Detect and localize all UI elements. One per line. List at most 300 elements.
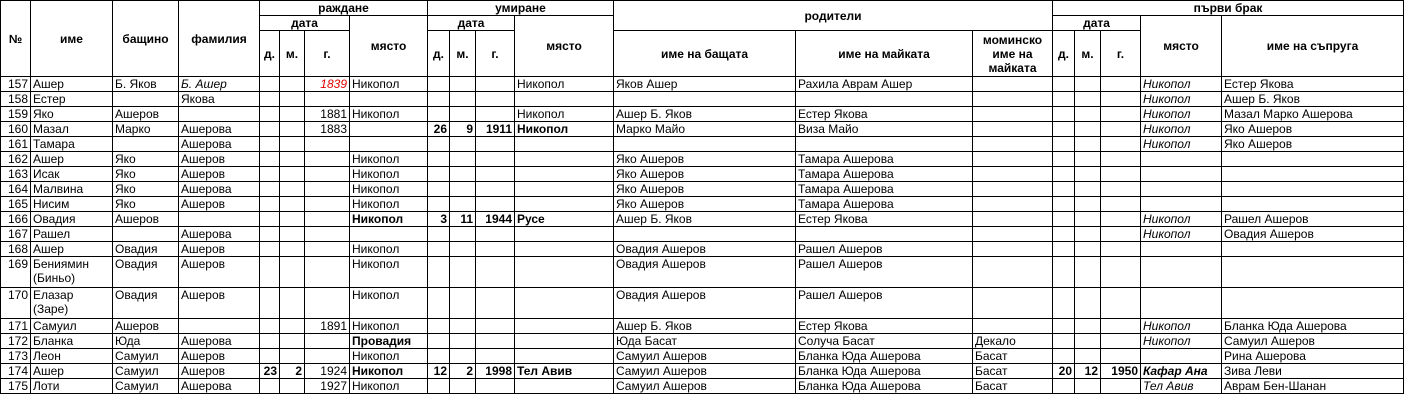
cell-death-year (476, 197, 515, 212)
cell-death-day (428, 379, 450, 394)
cell-father: Ашер Б. Яков (614, 319, 796, 334)
cell-mother: Виза Майо (796, 122, 973, 137)
cell-mother-maiden (973, 92, 1053, 107)
cell-death-year (476, 319, 515, 334)
cell-surname: Ашеров (179, 167, 260, 182)
cell-father: Яко Ашеров (614, 152, 796, 167)
cell-marriage-month (1075, 319, 1101, 334)
cell-spouse (1222, 167, 1404, 182)
cell-marriage-day (1053, 122, 1075, 137)
cell-birth-year (305, 349, 350, 364)
cell-mother-maiden: Басат (973, 364, 1053, 379)
cell-death-place: Никопол (515, 107, 614, 122)
cell-death-month (450, 257, 476, 288)
cell-mother: Тамара Ашерова (796, 182, 973, 197)
table-row (1, 107, 1404, 122)
cell-father: Яко Ашеров (614, 197, 796, 212)
cell-father: Самуил Ашеров (614, 349, 796, 364)
header-death-place: място (515, 16, 614, 77)
cell-death-place (515, 319, 614, 334)
cell-marriage-year (1101, 167, 1141, 182)
cell-no: 173 (1, 349, 31, 364)
cell-marriage-year (1101, 319, 1141, 334)
header-birth: раждане (260, 1, 428, 16)
cell-patronymic: Яко (113, 197, 179, 212)
cell-patronymic: Марко (113, 122, 179, 137)
cell-marriage-month (1075, 182, 1101, 197)
table-row (1, 77, 1404, 92)
cell-marriage-year (1101, 92, 1141, 107)
cell-marriage-place (1141, 167, 1222, 182)
cell-mother: Рахила Аврам Ашер (796, 77, 973, 92)
cell-marriage-day (1053, 137, 1075, 152)
cell-patronymic: Яко (113, 167, 179, 182)
cell-birth-day (260, 242, 280, 257)
cell-mother: Бланка Юда Ашерова (796, 349, 973, 364)
cell-death-day (428, 107, 450, 122)
cell-no: 160 (1, 122, 31, 137)
cell-marriage-year (1101, 257, 1141, 288)
cell-surname: Ашерова (179, 122, 260, 137)
cell-patronymic (113, 137, 179, 152)
cell-marriage-place (1141, 349, 1222, 364)
cell-name: Лоти (31, 379, 113, 394)
cell-marriage-day (1053, 319, 1075, 334)
cell-marriage-place: Кафар Ана (1141, 364, 1222, 379)
cell-no: 161 (1, 137, 31, 152)
cell-birth-month (280, 92, 305, 107)
cell-marriage-month (1075, 167, 1101, 182)
cell-marriage-day (1053, 257, 1075, 288)
cell-death-year (476, 137, 515, 152)
cell-birth-month (280, 122, 305, 137)
cell-patronymic: Овадия (113, 288, 179, 319)
cell-marriage-year: 1950 (1101, 364, 1141, 379)
cell-patronymic (113, 227, 179, 242)
cell-marriage-year (1101, 77, 1141, 92)
cell-surname: Ашеров (179, 197, 260, 212)
cell-birth-year (305, 242, 350, 257)
cell-birth-place: Никопол (350, 212, 428, 227)
cell-no: 167 (1, 227, 31, 242)
cell-marriage-day (1053, 212, 1075, 227)
header-patronymic: бащино (113, 1, 179, 77)
cell-name: Тамара (31, 137, 113, 152)
cell-marriage-place: Никопол (1141, 107, 1222, 122)
cell-birth-year: 1839 (305, 77, 350, 92)
cell-death-year: 1944 (476, 212, 515, 227)
cell-birth-day (260, 227, 280, 242)
cell-name: Ашер (31, 242, 113, 257)
cell-marriage-month (1075, 288, 1101, 319)
cell-surname: Ашерова (179, 334, 260, 349)
cell-birth-year: 1891 (305, 319, 350, 334)
cell-death-day (428, 242, 450, 257)
cell-death-day (428, 152, 450, 167)
cell-name: Рашел (31, 227, 113, 242)
cell-birth-day (260, 167, 280, 182)
cell-surname: Ашеров (179, 152, 260, 167)
cell-mother-maiden (973, 182, 1053, 197)
cell-mother: Рашел Ашеров (796, 288, 973, 319)
cell-birth-month (280, 152, 305, 167)
cell-death-place (515, 288, 614, 319)
cell-spouse: Бланка Юда Ашерова (1222, 319, 1404, 334)
cell-birth-day (260, 212, 280, 227)
cell-no: 165 (1, 197, 31, 212)
cell-patronymic: Яко (113, 182, 179, 197)
cell-mother-maiden: Басат (973, 379, 1053, 394)
cell-birth-year: 1924 (305, 364, 350, 379)
cell-birth-place (350, 137, 428, 152)
cell-birth-month (280, 349, 305, 364)
cell-mother: Тамара Ашерова (796, 197, 973, 212)
cell-patronymic: Самуил (113, 364, 179, 379)
cell-death-day: 3 (428, 212, 450, 227)
cell-marriage-place (1141, 182, 1222, 197)
cell-birth-day (260, 107, 280, 122)
table-row (1, 212, 1404, 227)
header-mother-maiden: моминско име на майката (973, 31, 1053, 77)
cell-marriage-month (1075, 242, 1101, 257)
header-marriage-year: г. (1101, 31, 1141, 77)
cell-mother (796, 92, 973, 107)
cell-marriage-year (1101, 379, 1141, 394)
cell-marriage-place (1141, 288, 1222, 319)
cell-surname: Ашеров (179, 349, 260, 364)
cell-death-month (450, 334, 476, 349)
cell-birth-day (260, 379, 280, 394)
cell-death-day (428, 182, 450, 197)
cell-birth-year (305, 334, 350, 349)
cell-death-year (476, 334, 515, 349)
header-name: име (31, 1, 113, 77)
cell-marriage-day (1053, 107, 1075, 122)
cell-surname: Ашеров (179, 364, 260, 379)
cell-mother: Тамара Ашерова (796, 152, 973, 167)
cell-birth-month (280, 257, 305, 288)
cell-marriage-day: 20 (1053, 364, 1075, 379)
cell-name: Малвина (31, 182, 113, 197)
cell-surname: Ашерова (179, 227, 260, 242)
cell-spouse (1222, 288, 1404, 319)
cell-marriage-year (1101, 242, 1141, 257)
cell-birth-day (260, 288, 280, 319)
cell-death-month (450, 77, 476, 92)
cell-no: 169 (1, 257, 31, 288)
cell-marriage-place: Никопол (1141, 319, 1222, 334)
cell-birth-day (260, 77, 280, 92)
cell-birth-year (305, 212, 350, 227)
cell-birth-place (350, 122, 428, 137)
cell-mother: Бланка Юда Ашерова (796, 364, 973, 379)
cell-father: Овадия Ашеров (614, 257, 796, 288)
cell-death-year: 1911 (476, 122, 515, 137)
table-row (1, 288, 1404, 319)
cell-death-month (450, 152, 476, 167)
cell-death-year (476, 77, 515, 92)
cell-birth-month (280, 77, 305, 92)
cell-marriage-year (1101, 212, 1141, 227)
cell-mother: Рашел Ашеров (796, 242, 973, 257)
header-marriage-month: м. (1075, 31, 1101, 77)
cell-marriage-year (1101, 182, 1141, 197)
cell-no: 168 (1, 242, 31, 257)
cell-spouse (1222, 152, 1404, 167)
header-mother-name: име на майката (796, 31, 973, 77)
cell-birth-day (260, 257, 280, 288)
header-parents: родители (614, 1, 1053, 31)
cell-spouse: Ашер Б. Яков (1222, 92, 1404, 107)
cell-patronymic: Юда (113, 334, 179, 349)
cell-birth-place: Никопол (350, 167, 428, 182)
cell-mother-maiden (973, 197, 1053, 212)
cell-birth-month: 2 (280, 364, 305, 379)
cell-birth-month (280, 167, 305, 182)
cell-marriage-day (1053, 152, 1075, 167)
table-row (1, 364, 1404, 379)
cell-name: Естер (31, 92, 113, 107)
cell-name: Ашер (31, 77, 113, 92)
cell-death-month (450, 92, 476, 107)
cell-patronymic: Ашеров (113, 212, 179, 227)
cell-patronymic: Самуил (113, 349, 179, 364)
cell-marriage-month (1075, 349, 1101, 364)
cell-marriage-place: Никопол (1141, 227, 1222, 242)
cell-birth-day (260, 182, 280, 197)
header-birth-place: място (350, 16, 428, 77)
table-row (1, 349, 1404, 364)
cell-spouse: Яко Ашеров (1222, 122, 1404, 137)
cell-death-month (450, 167, 476, 182)
cell-death-day (428, 257, 450, 288)
table-row (1, 182, 1404, 197)
cell-spouse: Рина Ашерова (1222, 349, 1404, 364)
cell-birth-place: Никопол (350, 242, 428, 257)
cell-birth-day (260, 349, 280, 364)
cell-death-year (476, 227, 515, 242)
cell-patronymic: Овадия (113, 257, 179, 288)
table-row (1, 257, 1404, 288)
cell-father: Яков Ашер (614, 77, 796, 92)
cell-name: Овадия (31, 212, 113, 227)
cell-marriage-month: 12 (1075, 364, 1101, 379)
cell-birth-month (280, 379, 305, 394)
cell-death-year (476, 167, 515, 182)
cell-death-month: 11 (450, 212, 476, 227)
cell-birth-year (305, 257, 350, 288)
header-birth-month: м. (280, 31, 305, 77)
cell-death-day (428, 319, 450, 334)
cell-death-year (476, 182, 515, 197)
table-row (1, 167, 1404, 182)
cell-death-place (515, 257, 614, 288)
cell-birth-month (280, 197, 305, 212)
cell-birth-place: Никопол (350, 349, 428, 364)
cell-death-year (476, 257, 515, 288)
cell-father: Самуил Ашеров (614, 379, 796, 394)
cell-marriage-place: Никопол (1141, 92, 1222, 107)
cell-birth-month (280, 319, 305, 334)
cell-marriage-month (1075, 152, 1101, 167)
cell-birth-month (280, 334, 305, 349)
cell-birth-place: Никопол (350, 107, 428, 122)
cell-patronymic: Ашеров (113, 319, 179, 334)
cell-marriage-year (1101, 197, 1141, 212)
cell-marriage-day (1053, 334, 1075, 349)
cell-mother-maiden: Басат (973, 349, 1053, 364)
header-marriage-day: д. (1053, 31, 1075, 77)
cell-mother-maiden (973, 257, 1053, 288)
cell-mother-maiden (973, 152, 1053, 167)
cell-marriage-month (1075, 212, 1101, 227)
cell-birth-month (280, 227, 305, 242)
cell-marriage-place: Никопол (1141, 77, 1222, 92)
cell-birth-year (305, 92, 350, 107)
cell-birth-place (350, 227, 428, 242)
cell-birth-year: 1927 (305, 379, 350, 394)
cell-mother-maiden (973, 227, 1053, 242)
header-father-name: име на бащата (614, 31, 796, 77)
cell-death-year (476, 152, 515, 167)
cell-father: Марко Майо (614, 122, 796, 137)
cell-marriage-place (1141, 257, 1222, 288)
cell-father: Яко Ашеров (614, 167, 796, 182)
cell-name: Самуил (31, 319, 113, 334)
header-death: умиране (428, 1, 614, 16)
cell-death-day: 12 (428, 364, 450, 379)
cell-surname (179, 319, 260, 334)
cell-name: Бланка (31, 334, 113, 349)
cell-no: 162 (1, 152, 31, 167)
cell-death-place: Никопол (515, 122, 614, 137)
cell-name: Елазар (Заре) (31, 288, 113, 319)
cell-father (614, 227, 796, 242)
cell-father (614, 137, 796, 152)
cell-spouse: Рашел Ашеров (1222, 212, 1404, 227)
cell-birth-place: Никопол (350, 152, 428, 167)
cell-death-year: 1998 (476, 364, 515, 379)
cell-marriage-month (1075, 137, 1101, 152)
cell-marriage-year (1101, 152, 1141, 167)
cell-birth-day (260, 122, 280, 137)
cell-birth-year (305, 137, 350, 152)
cell-birth-month (280, 212, 305, 227)
cell-marriage-place (1141, 242, 1222, 257)
table-row (1, 137, 1404, 152)
cell-father: Яко Ашеров (614, 182, 796, 197)
cell-marriage-year (1101, 137, 1141, 152)
cell-birth-day (260, 319, 280, 334)
cell-patronymic: Ашеров (113, 107, 179, 122)
cell-spouse: Яко Ашеров (1222, 137, 1404, 152)
cell-death-year (476, 242, 515, 257)
cell-birth-year (305, 167, 350, 182)
cell-marriage-place: Никопол (1141, 212, 1222, 227)
cell-no: 157 (1, 77, 31, 92)
cell-marriage-month (1075, 197, 1101, 212)
cell-name: Яко (31, 107, 113, 122)
cell-death-year (476, 288, 515, 319)
cell-mother (796, 137, 973, 152)
cell-spouse: Мазал Марко Ашерова (1222, 107, 1404, 122)
cell-birth-month (280, 182, 305, 197)
cell-death-place (515, 137, 614, 152)
cell-mother: Солуча Басат (796, 334, 973, 349)
cell-marriage-day (1053, 227, 1075, 242)
cell-death-day (428, 167, 450, 182)
cell-father: Овадия Ашеров (614, 242, 796, 257)
cell-spouse: Самуил Ашеров (1222, 334, 1404, 349)
cell-birth-place: Никопол (350, 319, 428, 334)
cell-death-day (428, 288, 450, 319)
cell-marriage-year (1101, 349, 1141, 364)
header-no: № (1, 1, 31, 77)
header-death-month: м. (450, 31, 476, 77)
cell-no: 174 (1, 364, 31, 379)
cell-spouse: Аврам Бен-Шанан (1222, 379, 1404, 394)
cell-death-place (515, 182, 614, 197)
cell-spouse (1222, 242, 1404, 257)
cell-death-place: Тел Авив (515, 364, 614, 379)
cell-mother: Бланка Юда Ашерова (796, 379, 973, 394)
cell-spouse (1222, 197, 1404, 212)
cell-birth-place: Никопол (350, 77, 428, 92)
cell-no: 166 (1, 212, 31, 227)
cell-death-month (450, 379, 476, 394)
cell-father: Самуил Ашеров (614, 364, 796, 379)
cell-marriage-place: Тел Авив (1141, 379, 1222, 394)
cell-name: Нисим (31, 197, 113, 212)
cell-marriage-day (1053, 197, 1075, 212)
header-surname: фамилия (179, 1, 260, 77)
cell-birth-year (305, 182, 350, 197)
cell-birth-place: Никопол (350, 257, 428, 288)
cell-birth-day (260, 334, 280, 349)
cell-surname: Ашеров (179, 257, 260, 288)
cell-marriage-place (1141, 197, 1222, 212)
table-row (1, 242, 1404, 257)
cell-marriage-day (1053, 242, 1075, 257)
cell-father: Ашер Б. Яков (614, 107, 796, 122)
cell-no: 163 (1, 167, 31, 182)
cell-surname: Ашеров (179, 242, 260, 257)
header-death-day: д. (428, 31, 450, 77)
cell-death-place (515, 334, 614, 349)
cell-birth-month (280, 242, 305, 257)
cell-birth-year (305, 288, 350, 319)
cell-marriage-month (1075, 379, 1101, 394)
cell-death-month (450, 349, 476, 364)
cell-father: Юда Басат (614, 334, 796, 349)
cell-spouse: Естер Якова (1222, 77, 1404, 92)
cell-death-month (450, 319, 476, 334)
cell-patronymic: Яко (113, 152, 179, 167)
cell-surname: Якова (179, 92, 260, 107)
cell-death-place (515, 242, 614, 257)
cell-father (614, 92, 796, 107)
cell-death-year (476, 107, 515, 122)
cell-birth-day (260, 137, 280, 152)
table-row (1, 334, 1404, 349)
cell-birth-place: Никопол (350, 364, 428, 379)
cell-patronymic (113, 92, 179, 107)
cell-marriage-day (1053, 182, 1075, 197)
cell-name: Бениямин (Биньо) (31, 257, 113, 288)
table-row (1, 122, 1404, 137)
cell-death-month: 9 (450, 122, 476, 137)
header-death-year: г. (476, 31, 515, 77)
